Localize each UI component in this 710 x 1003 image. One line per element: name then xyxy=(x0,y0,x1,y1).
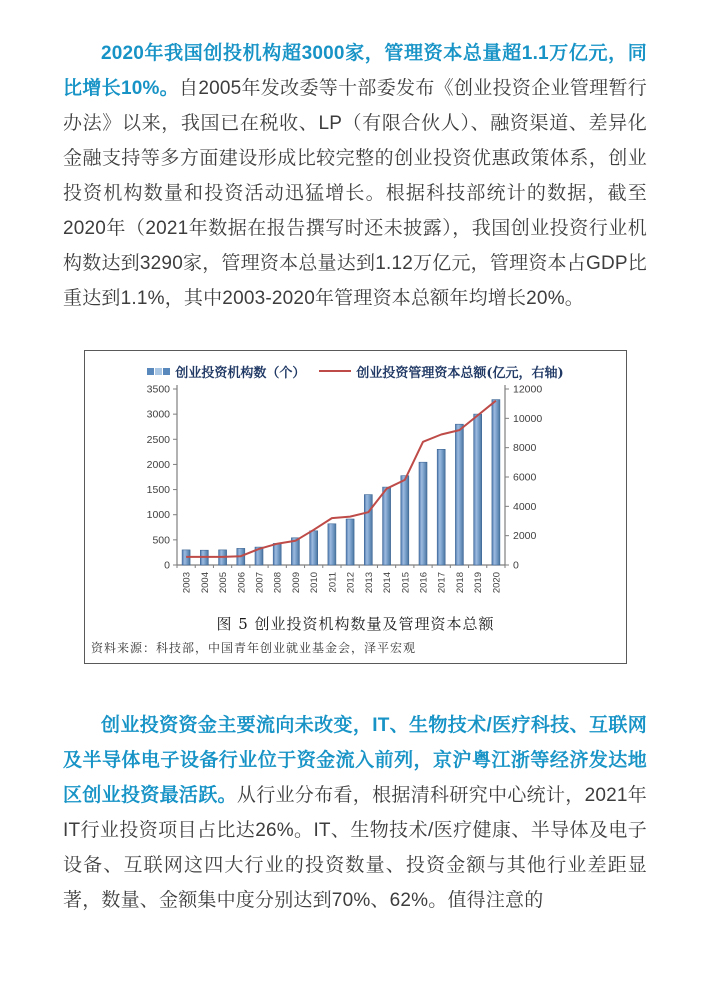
line-series xyxy=(186,401,496,557)
line-series-swatch-icon xyxy=(319,370,351,373)
svg-text:2012: 2012 xyxy=(345,572,357,594)
svg-text:0: 0 xyxy=(164,559,170,572)
svg-text:3500: 3500 xyxy=(146,383,170,396)
svg-text:2005: 2005 xyxy=(218,572,230,594)
svg-text:2020: 2020 xyxy=(491,572,503,594)
svg-text:8000: 8000 xyxy=(513,442,537,455)
right-axis-ticks xyxy=(505,384,542,572)
svg-text:2500: 2500 xyxy=(146,433,170,446)
bar-2012 xyxy=(346,519,354,565)
svg-text:2014: 2014 xyxy=(382,572,394,594)
bar-2008 xyxy=(273,543,281,565)
svg-text:3000: 3000 xyxy=(146,408,170,421)
svg-text:2010: 2010 xyxy=(309,572,321,594)
paragraph-2-body: 从行业分布看，根据清科研究中心统计，2021年IT行业投资项目占比达26%。IT、生物技术/医疗健康、半导体及电子设备、互联网这四大行业的投资数量、投资金额与其他行业差距显著，数量、金额集中度分别达到70%、62%。值得注意的 xyxy=(63,785,647,911)
left-axis-ticks xyxy=(147,384,177,572)
bar-2010 xyxy=(310,531,318,565)
bar-2011 xyxy=(328,524,336,565)
bar-series xyxy=(182,400,500,565)
svg-text:1000: 1000 xyxy=(146,509,170,522)
paragraph-2-highlight: 创业投资资金主要流向未改变，IT、生物技术/医疗科技、互联网及半导体电子设备行业位于资金流入前列，京沪粤江浙等经济发达地区创业投资最活跃。 xyxy=(63,715,647,806)
svg-text:0: 0 xyxy=(513,559,519,572)
svg-text:6000: 6000 xyxy=(513,471,537,484)
svg-text:2000: 2000 xyxy=(146,458,170,471)
bar-2018 xyxy=(455,424,463,565)
svg-text:2000: 2000 xyxy=(513,530,537,543)
bar-series-legend-label: 创业投资机构数（个） xyxy=(175,365,306,381)
svg-text:2015: 2015 xyxy=(400,572,412,594)
svg-text:12000: 12000 xyxy=(513,383,543,396)
svg-text:10000: 10000 xyxy=(513,412,543,425)
svg-text:2009: 2009 xyxy=(290,572,302,594)
paragraph-1-highlight: 2020年我国创投机构超3000家，管理资本总量超1.1万亿元，同比增长10%。 xyxy=(63,43,647,99)
bar-2017 xyxy=(437,449,445,565)
svg-text:2003: 2003 xyxy=(181,572,193,594)
svg-text:1500: 1500 xyxy=(146,484,170,497)
bar-2013 xyxy=(364,495,372,565)
figure-source: 资料来源：科技部，中国青年创业就业基金会，泽平宏观 xyxy=(91,641,417,655)
svg-text:2019: 2019 xyxy=(473,572,485,594)
svg-text:2008: 2008 xyxy=(272,572,284,594)
svg-text:500: 500 xyxy=(152,534,170,547)
svg-text:2017: 2017 xyxy=(436,572,448,594)
dual-axis-bar-line-chart xyxy=(85,381,626,611)
figure-caption: 图 5 创业投资机构数量及管理资本总额 xyxy=(216,615,495,633)
paragraph-1-body: 自2005年发改委等十部委发布《创业投资企业管理暂行办法》以来，我国已在税收、LP（有限合伙人）、融资渠道、差异化金融支持等多方面建设形成比较完整的创业投资优惠政策体系，创业投资机构数量和投资活动迅猛增长。根据科技部统计的数据，截至2020年（2021年数据在报告撰写时还未披露），我国创业投资行业机构数达到3290家，管理资本总量达到1.12万亿元，管理资本占GDP比重达到1.1%，其中2003-2020年管理资本总额年均增长20%。 xyxy=(63,78,647,309)
svg-text:2007: 2007 xyxy=(254,572,266,594)
chart-legend xyxy=(85,361,626,381)
svg-text:2016: 2016 xyxy=(418,572,430,594)
bar-2019 xyxy=(474,414,482,565)
bar-2015 xyxy=(401,476,409,565)
svg-text:2004: 2004 xyxy=(199,572,211,594)
svg-text:2011: 2011 xyxy=(327,572,339,593)
bar-series-swatch-icon xyxy=(147,368,170,375)
line-series-legend-label: 创业投资管理资本总额(亿元，右轴) xyxy=(356,365,564,381)
paragraph-2 xyxy=(63,708,647,918)
svg-text:2018: 2018 xyxy=(454,572,466,594)
figure-5-chart-box xyxy=(84,350,627,664)
x-axis-labels xyxy=(182,572,503,593)
bar-2020 xyxy=(492,400,500,565)
svg-text:4000: 4000 xyxy=(513,500,537,513)
bar-2014 xyxy=(383,487,391,565)
svg-text:2013: 2013 xyxy=(363,572,375,594)
bar-2016 xyxy=(419,462,427,565)
paragraph-1 xyxy=(63,36,647,316)
svg-text:2006: 2006 xyxy=(236,572,248,594)
